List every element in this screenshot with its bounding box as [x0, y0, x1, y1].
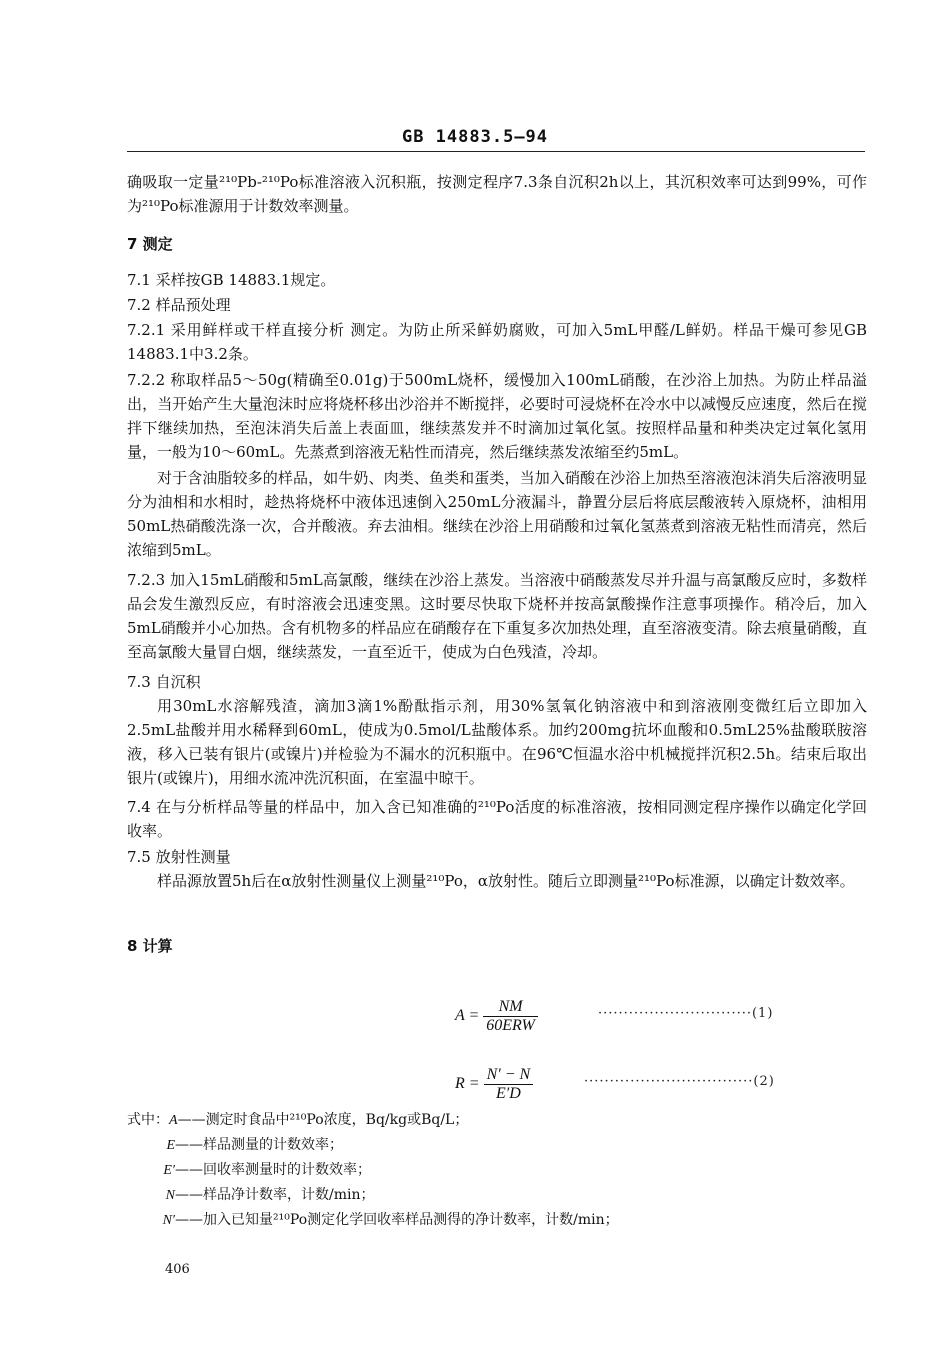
- equation-1-lhs: A =: [455, 1007, 480, 1025]
- variable-definitions: [127, 1108, 867, 1233]
- variable-desc-n: ——样品净计数率，计数/min；: [175, 1187, 375, 1203]
- para-7-2-1: 7.2.1 采用鲜样或干样直接分析 测定。为防止所采鲜奶腐败，可加入5mL甲醛/L鲜奶。样品干燥可参见GB 14883.1中3.2条。: [127, 321, 867, 363]
- equation-1-number: (1): [751, 1006, 774, 1021]
- equation-1-denominator: 60ERW: [486, 1017, 535, 1034]
- page-number: 406: [165, 1262, 190, 1277]
- variable-symbol-e-prime: E′: [163, 1163, 175, 1178]
- equation-2-leader: ·································(2): [584, 1074, 775, 1089]
- standard-code-header: GB 14883.5—94: [401, 127, 549, 147]
- para-7-3: 7.3 自沉积: [127, 673, 201, 691]
- equation-1-fraction: [483, 998, 538, 1035]
- variable-desc-e-prime: ——回收率测量时的计数效率；: [175, 1162, 371, 1178]
- variable-row-e: [127, 1133, 867, 1158]
- section-8-heading: 8 计算: [127, 937, 173, 955]
- equation-2: [455, 1066, 533, 1103]
- header-rule: [127, 151, 865, 152]
- equation-2-denominator: E′D: [495, 1085, 521, 1102]
- variable-row-e-prime: [127, 1158, 867, 1183]
- para-7-2: 7.2 样品预处理: [127, 296, 231, 314]
- variable-row-n-prime: [127, 1208, 867, 1233]
- variable-desc-e: ——样品测量的计数效率；: [175, 1137, 343, 1153]
- equation-1-leader: ······························(1): [598, 1006, 774, 1021]
- variable-symbol-e: E: [166, 1138, 175, 1153]
- para-7-5: 7.5 放射性测量: [127, 848, 231, 866]
- para-7-1: 7.1 采样按GB 14883.1规定。: [127, 271, 336, 289]
- variable-symbol-n-prime: N′: [162, 1213, 175, 1228]
- para-7-2-2-b: 对于含油脂较多的样品，如牛奶、肉类、鱼类和蛋类，当加入硝酸在沙浴上加热至溶液泡沫消失后溶液明显分为油相和水相时，趁热将烧杯中液体迅速倒入250mL分液漏斗，静置分层后将底层酸液转入原烧杯，油相用50mL热硝酸洗涤一次，合并酸液。弃去油相。继续在沙浴上用硝酸和过氧化氢蒸煮到溶液无粘性而清亮，然后浓缩到5mL。: [127, 469, 867, 559]
- equation-2-number: (2): [753, 1074, 775, 1089]
- equation-2-numerator: N′ − N: [484, 1066, 534, 1085]
- variable-row-a: [127, 1108, 867, 1133]
- para-0: 确吸取一定量²¹⁰Pb-²¹⁰Po标准溶液入沉积瓶，按测定程序7.3条自沉积2h以上，其沉积效率可达到99%，可作为²¹⁰Po标准源用于计数效率测量。: [127, 173, 867, 215]
- equation-2-fraction: [484, 1066, 534, 1103]
- para-7-2-3: 7.2.3 加入15mL硝酸和5mL高氯酸，继续在沙浴上蒸发。当溶液中硝酸蒸发尽并升温与高氯酸反应时，多数样品会发生激烈反应，有时溶液会迅速变黑。这时要尽快取下烧杯并按高氯酸操作注意事项操作。稍冷后，加入5mL硝酸并小心加热。含有机物多的样品应在硝酸存在下重复多次加热处理，直至溶液变清。除去痕量硝酸，直至高氯酸大量冒白烟，继续蒸发，一直至近干，使成为白色残渣，冷却。: [127, 571, 867, 661]
- variable-symbol-a: A: [169, 1113, 178, 1128]
- section-7-heading: 7 测定: [127, 235, 173, 253]
- para-7-4: 7.4 在与分析样品等量的样品中，加入含已知准确的²¹⁰Po活度的标准溶液，按相同测定程序操作以确定化学回收率。: [127, 798, 867, 840]
- equation-1-numerator: NM: [483, 998, 538, 1017]
- para-7-2-2: 7.2.2 称取样品5～50g(精确至0.01g)于500mL烧杯，缓慢加入100mL硝酸，在沙浴上加热。为防止样品溢出，当开始产生大量泡沫时应将烧杯移出沙浴并不断搅拌，必要时可浸烧杯在冷水中以减慢反应速度，然后在搅拌下继续加热，至泡沫消失后盖上表面皿，继续蒸发并不时滴加过氧化氢。按照样品量和种类决定过氧化氢用量，一般为10～60mL。先蒸煮到溶液无粘性而清亮，然后继续蒸发浓缩至约5mL。: [127, 371, 867, 461]
- variable-desc-a: ——测定时食品中²¹⁰Po浓度，Bq/kg或Bq/L；: [177, 1112, 469, 1128]
- para-7-3-b: 用30mL水溶解残渣，滴加3滴1%酚酞指示剂，用30%氢氧化钠溶液中和到溶液刚变微红后立即加入2.5mL盐酸并用水稀释到60mL，使成为0.5mol/L盐酸体系。加约200mg抗坏血酸和0.5mL25%盐酸联胺溶液，移入已装有银片(或镍片)并检验为不漏水的沉积瓶中。在96℃恒温水浴中机械搅拌沉积2.5h。结束后取出银片(或镍片)，用细水流冲洗沉积面，在室温中晾干。: [127, 697, 867, 787]
- equation-1: [455, 998, 538, 1035]
- equation-2-lhs: R =: [455, 1075, 480, 1093]
- para-7-5-b: 样品源放置5h后在α放射性测量仪上测量²¹⁰Po，α放射性。随后立即测量²¹⁰Po标准源，以确定计数效率。: [157, 872, 855, 890]
- variable-symbol-n: N: [165, 1188, 175, 1203]
- variable-desc-n-prime: ——加入已知量²¹⁰Po测定化学回收率样品测得的净计数率，计数/min；: [175, 1212, 619, 1228]
- variable-row-n: [127, 1183, 867, 1208]
- variables-intro: 式中：: [127, 1112, 169, 1128]
